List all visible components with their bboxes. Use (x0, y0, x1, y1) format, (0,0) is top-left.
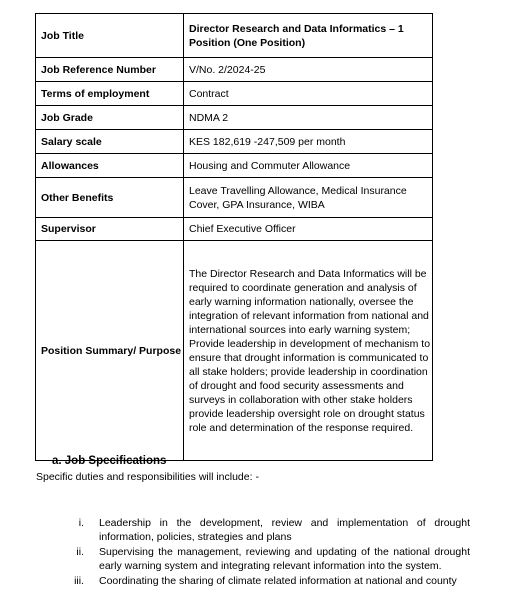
table-row (36, 241, 433, 461)
list-item (0, 546, 524, 575)
job-reference-label: Job Reference Number (36, 58, 184, 82)
job-title-value: Director Research and Data Informatics – 1 Position (One Position) (184, 14, 433, 58)
other-benefits-label: Other Benefits (36, 178, 184, 218)
list-item-text: Leadership in the development, review and implementation of drought information, policies, strategies and plans (99, 517, 470, 543)
list-item (0, 517, 524, 546)
table-row (36, 14, 433, 58)
table-row (36, 154, 433, 178)
position-summary-value: The Director Research and Data Informatics will be required to coordinate generation and analysis of early warning information nationally, oversee the integration of relevant information from national and international sources into early warning system; Provide leadership in development of mechanism to ensure that drought information is communicated to all stake holders; provide leadership in coordination of drought and food security assessments and surveys in collaboration with other stake holders provide leadership oversight role on drought status role and determination of the response required. (184, 241, 433, 461)
table-row (36, 58, 433, 82)
allowances-label: Allowances (36, 154, 184, 178)
list-item-number: iii. (74, 575, 84, 587)
supervisor-value: Chief Executive Officer (184, 218, 433, 241)
job-specifications-intro: Specific duties and responsibilities will include: - (36, 471, 259, 483)
table-row (36, 106, 433, 130)
salary-value: KES 182,619 -247,509 per month (184, 130, 433, 154)
job-title-label: Job Title (36, 14, 184, 58)
job-grade-value: NDMA 2 (184, 106, 433, 130)
terms-label: Terms of employment (36, 82, 184, 106)
job-grade-label: Job Grade (36, 106, 184, 130)
table-row (36, 218, 433, 241)
list-item-number: i. (78, 517, 84, 529)
list-item-text: Supervising the management, reviewing and updating of the national drought early warning system and integrating relevant information into the system. (99, 546, 470, 572)
position-summary-label: Position Summary/ Purpose (36, 241, 184, 461)
job-specifications-heading: a. Job Specifications (52, 455, 167, 467)
duties-list (0, 517, 524, 604)
table-row (36, 82, 433, 106)
other-benefits-value: Leave Travelling Allowance, Medical Insurance Cover, GPA Insurance, WIBA (184, 178, 433, 218)
table-row (36, 178, 433, 218)
list-item (0, 575, 524, 604)
allowances-value: Housing and Commuter Allowance (184, 154, 433, 178)
job-details-table (35, 13, 433, 461)
list-item-number: ii. (76, 546, 84, 558)
terms-value: Contract (184, 82, 433, 106)
table-row (36, 130, 433, 154)
supervisor-label: Supervisor (36, 218, 184, 241)
job-reference-value: V/No. 2/2024-25 (184, 58, 433, 82)
salary-label: Salary scale (36, 130, 184, 154)
list-item-text: Coordinating the sharing of climate related information at national and county (99, 575, 457, 587)
